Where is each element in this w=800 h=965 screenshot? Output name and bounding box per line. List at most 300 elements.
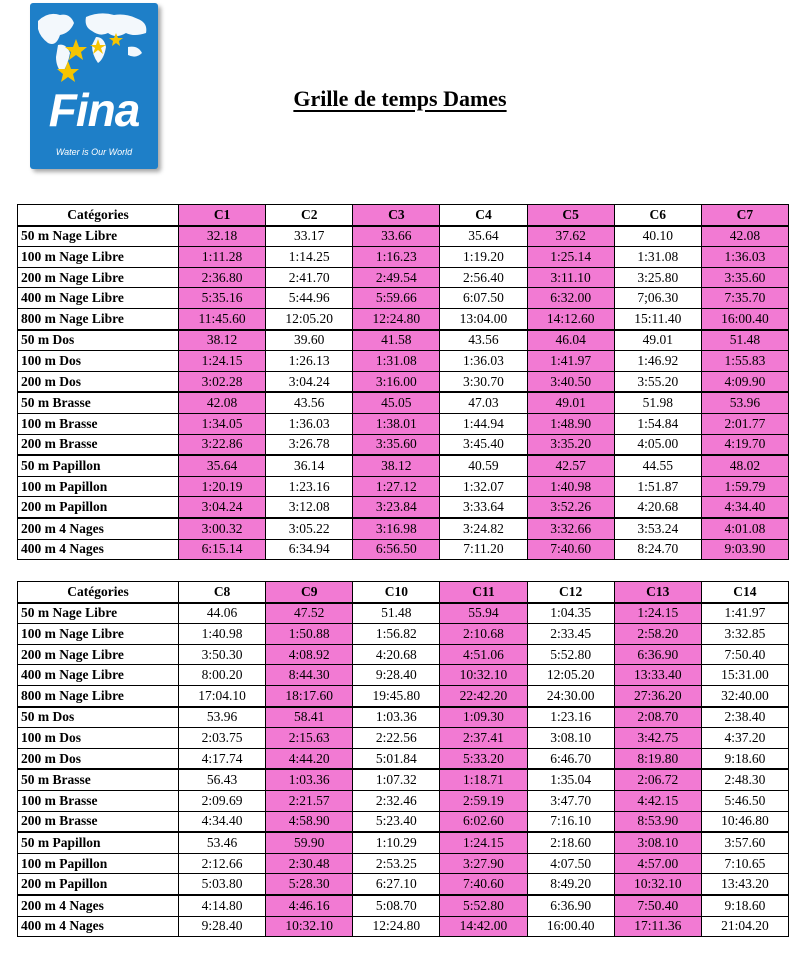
time-cell: 1:25.14 (527, 247, 614, 268)
time-cell: 3:42.75 (614, 728, 701, 749)
time-cell: 1:48.90 (527, 413, 614, 434)
time-cell: 39.60 (266, 330, 353, 351)
table-header-row (18, 205, 789, 226)
column-header-c3: C3 (353, 205, 440, 226)
time-cell: 6:36.90 (614, 644, 701, 665)
time-cell: 21:04.20 (701, 916, 788, 937)
event-label: 100 m Papillon (18, 853, 179, 874)
time-cell: 3:30.70 (440, 371, 527, 392)
logo-wordmark: Fina (48, 84, 140, 136)
time-cell: 1:41.97 (527, 351, 614, 372)
time-cell: 4:01.08 (701, 518, 788, 539)
time-cell: 12:05.20 (266, 308, 353, 329)
time-cell: 51.48 (701, 330, 788, 351)
event-label: 100 m Dos (18, 351, 179, 372)
column-header-c8: C8 (179, 582, 266, 603)
time-cell: 5:35.16 (179, 288, 266, 309)
time-cell: 5:44.96 (266, 288, 353, 309)
time-cell: 3:16.98 (353, 518, 440, 539)
time-cell: 16:00.40 (527, 916, 614, 937)
time-cell: 6:34.94 (266, 539, 353, 560)
table-row (18, 624, 789, 645)
table-row (18, 832, 789, 853)
time-cell: 2:22.56 (353, 728, 440, 749)
column-header-c1: C1 (179, 205, 266, 226)
column-header-categories: Catégories (18, 205, 179, 226)
table-row (18, 518, 789, 539)
time-cell: 49.01 (614, 330, 701, 351)
event-label: 50 m Dos (18, 707, 179, 728)
time-cell: 3:02.28 (179, 371, 266, 392)
time-cell: 9:28.40 (179, 916, 266, 937)
event-label: 200 m Brasse (18, 434, 179, 455)
times-table-c8-c14 (17, 581, 789, 937)
time-cell: 4:44.20 (266, 748, 353, 769)
time-cell: 1:26.13 (266, 351, 353, 372)
time-cell: 1:34.05 (179, 413, 266, 434)
time-cell: 44.06 (179, 603, 266, 624)
time-cell: 1:23.16 (527, 707, 614, 728)
time-cell: 17:04.10 (179, 685, 266, 706)
time-cell: 1:51.87 (614, 476, 701, 497)
time-cell: 1:18.71 (440, 769, 527, 790)
time-cell: 4:46.16 (266, 895, 353, 916)
time-cell: 2:10.68 (440, 624, 527, 645)
table-row (18, 226, 789, 247)
time-cell: 4:34.40 (179, 811, 266, 832)
time-cell: 1:14.25 (266, 247, 353, 268)
time-cell: 48.02 (701, 455, 788, 476)
time-cell: 15:31.00 (701, 665, 788, 686)
event-label: 200 m Dos (18, 371, 179, 392)
time-cell: 1:36.03 (440, 351, 527, 372)
time-cell: 19:45.80 (353, 685, 440, 706)
column-header-c5: C5 (527, 205, 614, 226)
time-cell: 2:06.72 (614, 769, 701, 790)
event-label: 400 m 4 Nages (18, 916, 179, 937)
event-label: 50 m Dos (18, 330, 179, 351)
time-cell: 51.98 (614, 392, 701, 413)
time-cell: 2:58.20 (614, 624, 701, 645)
table-row (18, 728, 789, 749)
table-row (18, 874, 789, 895)
time-cell: 42.08 (179, 392, 266, 413)
time-cell: 22:42.20 (440, 685, 527, 706)
column-header-c4: C4 (440, 205, 527, 226)
time-cell: 53.96 (179, 707, 266, 728)
table-row (18, 392, 789, 413)
table-row (18, 603, 789, 624)
time-cell: 42.57 (527, 455, 614, 476)
time-cell: 43.56 (266, 392, 353, 413)
time-cell: 1:27.12 (353, 476, 440, 497)
time-cell: 5:01.84 (353, 748, 440, 769)
time-cell: 9:03.90 (701, 539, 788, 560)
time-cell: 1:20.19 (179, 476, 266, 497)
time-cell: 53.46 (179, 832, 266, 853)
table-row (18, 455, 789, 476)
column-header-c9: C9 (266, 582, 353, 603)
time-cell: 2:37.41 (440, 728, 527, 749)
time-cell: 41.58 (353, 330, 440, 351)
time-cell: 2:38.40 (701, 707, 788, 728)
time-cell: 4:34.40 (701, 497, 788, 518)
table-row (18, 748, 789, 769)
time-cell: 2:59.19 (440, 790, 527, 811)
time-cell: 3:40.50 (527, 371, 614, 392)
time-cell: 3:05.22 (266, 518, 353, 539)
time-cell: 27:36.20 (614, 685, 701, 706)
time-cell: 3:22.86 (179, 434, 266, 455)
time-cell: 7:50.40 (614, 895, 701, 916)
time-cell: 9:28.40 (353, 665, 440, 686)
table-row (18, 308, 789, 329)
table-row (18, 895, 789, 916)
time-cell: 15:11.40 (614, 308, 701, 329)
event-label: 100 m Nage Libre (18, 624, 179, 645)
time-cell: 6:36.90 (527, 895, 614, 916)
time-cell: 2:36.80 (179, 267, 266, 288)
time-cell: 4:19.70 (701, 434, 788, 455)
time-cell: 3:08.10 (527, 728, 614, 749)
time-cell: 5:08.70 (353, 895, 440, 916)
time-cell: 1:03.36 (266, 769, 353, 790)
time-cell: 5:03.80 (179, 874, 266, 895)
time-cell: 5:23.40 (353, 811, 440, 832)
time-cell: 3:45.40 (440, 434, 527, 455)
event-label: 200 m Nage Libre (18, 267, 179, 288)
time-cell: 6:46.70 (527, 748, 614, 769)
event-label: 50 m Brasse (18, 769, 179, 790)
event-label: 200 m Papillon (18, 497, 179, 518)
time-cell: 1:55.83 (701, 351, 788, 372)
time-cell: 1:41.97 (701, 603, 788, 624)
time-cell: 10:32.10 (266, 916, 353, 937)
time-cell: 1:31.08 (614, 247, 701, 268)
time-cell: 1:56.82 (353, 624, 440, 645)
time-cell: 3:35.20 (527, 434, 614, 455)
time-cell: 9:18.60 (701, 748, 788, 769)
time-cell: 42.08 (701, 226, 788, 247)
time-cell: 1:32.07 (440, 476, 527, 497)
time-cell: 38.12 (353, 455, 440, 476)
time-cell: 13:33.40 (614, 665, 701, 686)
event-label: 800 m Nage Libre (18, 685, 179, 706)
time-cell: 6:15.14 (179, 539, 266, 560)
time-cell: 4:51.06 (440, 644, 527, 665)
event-label: 100 m Dos (18, 728, 179, 749)
time-cell: 6:56.50 (353, 539, 440, 560)
time-cell: 1:24.15 (179, 351, 266, 372)
time-cell: 5:46.50 (701, 790, 788, 811)
table-row (18, 790, 789, 811)
time-cell: 1:38.01 (353, 413, 440, 434)
time-cell: 6:07.50 (440, 288, 527, 309)
event-label: 200 m 4 Nages (18, 518, 179, 539)
time-cell: 5:52.80 (527, 644, 614, 665)
table-row (18, 434, 789, 455)
time-cell: 4:05.00 (614, 434, 701, 455)
time-cell: 3:00.32 (179, 518, 266, 539)
time-cell: 2:32.46 (353, 790, 440, 811)
table-header-row (18, 582, 789, 603)
time-cell: 3:52.26 (527, 497, 614, 518)
table-row (18, 685, 789, 706)
time-cell: 1:09.30 (440, 707, 527, 728)
time-cell: 6:27.10 (353, 874, 440, 895)
time-cell: 7:16.10 (527, 811, 614, 832)
table-row (18, 247, 789, 268)
table-row (18, 476, 789, 497)
time-cell: 2:18.60 (527, 832, 614, 853)
time-cell: 7:35.70 (701, 288, 788, 309)
time-cell: 1:46.92 (614, 351, 701, 372)
column-header-c10: C10 (353, 582, 440, 603)
time-cell: 3:35.60 (353, 434, 440, 455)
time-cell: 7:10.65 (701, 853, 788, 874)
table-row (18, 351, 789, 372)
event-label: 200 m 4 Nages (18, 895, 179, 916)
table-row (18, 811, 789, 832)
event-label: 200 m Dos (18, 748, 179, 769)
time-cell: 36.14 (266, 455, 353, 476)
time-cell: 3:47.70 (527, 790, 614, 811)
time-cell: 2:08.70 (614, 707, 701, 728)
time-cell: 8:49.20 (527, 874, 614, 895)
time-cell: 3:11.10 (527, 267, 614, 288)
time-cell: 8:19.80 (614, 748, 701, 769)
event-label: 100 m Papillon (18, 476, 179, 497)
time-cell: 35.64 (440, 226, 527, 247)
time-cell: 3:12.08 (266, 497, 353, 518)
time-cell: 3:24.82 (440, 518, 527, 539)
time-cell: 49.01 (527, 392, 614, 413)
time-cell: 4:17.74 (179, 748, 266, 769)
time-cell: 7:50.40 (701, 644, 788, 665)
time-cell: 3:57.60 (701, 832, 788, 853)
time-cell: 4:42.15 (614, 790, 701, 811)
time-cell: 3:08.10 (614, 832, 701, 853)
time-cell: 17:11.36 (614, 916, 701, 937)
time-cell: 5:52.80 (440, 895, 527, 916)
table-row (18, 769, 789, 790)
time-cell: 10:32.10 (440, 665, 527, 686)
time-cell: 2:01.77 (701, 413, 788, 434)
time-cell: 4:07.50 (527, 853, 614, 874)
time-cell: 1:36.03 (266, 413, 353, 434)
event-label: 50 m Papillon (18, 832, 179, 853)
time-cell: 1:04.35 (527, 603, 614, 624)
time-cell: 3:35.60 (701, 267, 788, 288)
time-cell: 7;06.30 (614, 288, 701, 309)
page-title: Grille de temps Dames (293, 86, 507, 111)
time-cell: 12:05.20 (527, 665, 614, 686)
time-cell: 8:44.30 (266, 665, 353, 686)
time-cell: 37.62 (527, 226, 614, 247)
time-cell: 2:03.75 (179, 728, 266, 749)
event-label: 100 m Nage Libre (18, 247, 179, 268)
time-cell: 2:56.40 (440, 267, 527, 288)
time-cell: 1:16.23 (353, 247, 440, 268)
time-cell: 1:11.28 (179, 247, 266, 268)
time-cell: 2:09.69 (179, 790, 266, 811)
time-cell: 4:08.92 (266, 644, 353, 665)
time-cell: 2:41.70 (266, 267, 353, 288)
time-cell: 35.64 (179, 455, 266, 476)
time-cell: 3:32.85 (701, 624, 788, 645)
time-cell: 44.55 (614, 455, 701, 476)
event-label: 50 m Nage Libre (18, 603, 179, 624)
column-header-c11: C11 (440, 582, 527, 603)
table-row (18, 539, 789, 560)
time-cell: 7:40.60 (527, 539, 614, 560)
time-cell: 4:37.20 (701, 728, 788, 749)
event-label: 200 m Nage Libre (18, 644, 179, 665)
time-cell: 3:50.30 (179, 644, 266, 665)
time-cell: 3:04.24 (179, 497, 266, 518)
table-row (18, 707, 789, 728)
time-cell: 13:43.20 (701, 874, 788, 895)
time-cell: 12:24.80 (353, 308, 440, 329)
time-cell: 7:11.20 (440, 539, 527, 560)
time-cell: 12:24.80 (353, 916, 440, 937)
time-cell: 1:10.29 (353, 832, 440, 853)
times-table-c1-c7 (17, 204, 789, 560)
time-cell: 46.04 (527, 330, 614, 351)
time-cell: 11:45.60 (179, 308, 266, 329)
table-row (18, 330, 789, 351)
time-cell: 45.05 (353, 392, 440, 413)
time-cell: 1:54.84 (614, 413, 701, 434)
time-cell: 3:32.66 (527, 518, 614, 539)
time-cell: 2:21.57 (266, 790, 353, 811)
time-cell: 51.48 (353, 603, 440, 624)
column-header-c7: C7 (701, 205, 788, 226)
time-cell: 2:53.25 (353, 853, 440, 874)
event-label: 200 m Brasse (18, 811, 179, 832)
table-row (18, 665, 789, 686)
time-cell: 14:42.00 (440, 916, 527, 937)
event-label: 400 m 4 Nages (18, 539, 179, 560)
time-cell: 56.43 (179, 769, 266, 790)
table-row (18, 916, 789, 937)
time-cell: 40.59 (440, 455, 527, 476)
time-cell: 4:14.80 (179, 895, 266, 916)
time-cell: 1:23.16 (266, 476, 353, 497)
time-cell: 1:36.03 (701, 247, 788, 268)
event-label: 50 m Brasse (18, 392, 179, 413)
time-cell: 33.66 (353, 226, 440, 247)
time-cell: 5:28.30 (266, 874, 353, 895)
time-cell: 1:40.98 (179, 624, 266, 645)
table-row (18, 267, 789, 288)
event-label: 100 m Brasse (18, 790, 179, 811)
time-cell: 5:59.66 (353, 288, 440, 309)
time-cell: 8:00.20 (179, 665, 266, 686)
table-row (18, 288, 789, 309)
time-cell: 58.41 (266, 707, 353, 728)
event-label: 800 m Nage Libre (18, 308, 179, 329)
time-cell: 3:33.64 (440, 497, 527, 518)
table-row (18, 497, 789, 518)
time-cell: 1:31.08 (353, 351, 440, 372)
column-header-categories: Catégories (18, 582, 179, 603)
time-cell: 4:20.68 (614, 497, 701, 518)
time-cell: 2:48.30 (701, 769, 788, 790)
time-cell: 4:57.00 (614, 853, 701, 874)
time-cell: 3:16.00 (353, 371, 440, 392)
time-cell: 2:12.66 (179, 853, 266, 874)
time-cell: 32.18 (179, 226, 266, 247)
time-cell: 3:26.78 (266, 434, 353, 455)
column-header-c12: C12 (527, 582, 614, 603)
column-header-c14: C14 (701, 582, 788, 603)
time-cell: 4:20.68 (353, 644, 440, 665)
time-cell: 3:23.84 (353, 497, 440, 518)
time-cell: 24:30.00 (527, 685, 614, 706)
time-cell: 2:15.63 (266, 728, 353, 749)
time-cell: 8:53.90 (614, 811, 701, 832)
time-cell: 13:04.00 (440, 308, 527, 329)
time-cell: 9:18.60 (701, 895, 788, 916)
time-cell: 1:44.94 (440, 413, 527, 434)
time-cell: 1:24.15 (614, 603, 701, 624)
table-row (18, 371, 789, 392)
time-cell: 47.03 (440, 392, 527, 413)
time-cell: 1:40.98 (527, 476, 614, 497)
time-cell: 3:27.90 (440, 853, 527, 874)
time-cell: 32:40.00 (701, 685, 788, 706)
time-cell: 1:35.04 (527, 769, 614, 790)
time-cell: 4:09.90 (701, 371, 788, 392)
event-label: 400 m Nage Libre (18, 288, 179, 309)
time-cell: 6:02.60 (440, 811, 527, 832)
time-cell: 2:49.54 (353, 267, 440, 288)
column-header-c2: C2 (266, 205, 353, 226)
event-label: 50 m Papillon (18, 455, 179, 476)
time-cell: 1:59.79 (701, 476, 788, 497)
event-label: 100 m Brasse (18, 413, 179, 434)
time-cell: 33.17 (266, 226, 353, 247)
time-cell: 3:53.24 (614, 518, 701, 539)
time-cell: 14:12.60 (527, 308, 614, 329)
time-cell: 47.52 (266, 603, 353, 624)
time-cell: 6:32.00 (527, 288, 614, 309)
time-cell: 4:58.90 (266, 811, 353, 832)
time-cell: 53.96 (701, 392, 788, 413)
time-cell: 1:07.32 (353, 769, 440, 790)
logo-tagline: Water is Our World (55, 147, 133, 157)
time-cell: 59.90 (266, 832, 353, 853)
time-cell: 2:30.48 (266, 853, 353, 874)
time-cell: 3:04.24 (266, 371, 353, 392)
time-cell: 43.56 (440, 330, 527, 351)
time-cell: 1:50.88 (266, 624, 353, 645)
time-cell: 40.10 (614, 226, 701, 247)
table-row (18, 644, 789, 665)
column-header-c13: C13 (614, 582, 701, 603)
time-cell: 2:33.45 (527, 624, 614, 645)
column-header-c6: C6 (614, 205, 701, 226)
time-cell: 1:24.15 (440, 832, 527, 853)
time-cell: 8:24.70 (614, 539, 701, 560)
table-row (18, 853, 789, 874)
event-label: 50 m Nage Libre (18, 226, 179, 247)
time-cell: 1:19.20 (440, 247, 527, 268)
event-label: 200 m Papillon (18, 874, 179, 895)
time-cell: 3:55.20 (614, 371, 701, 392)
time-cell: 38.12 (179, 330, 266, 351)
